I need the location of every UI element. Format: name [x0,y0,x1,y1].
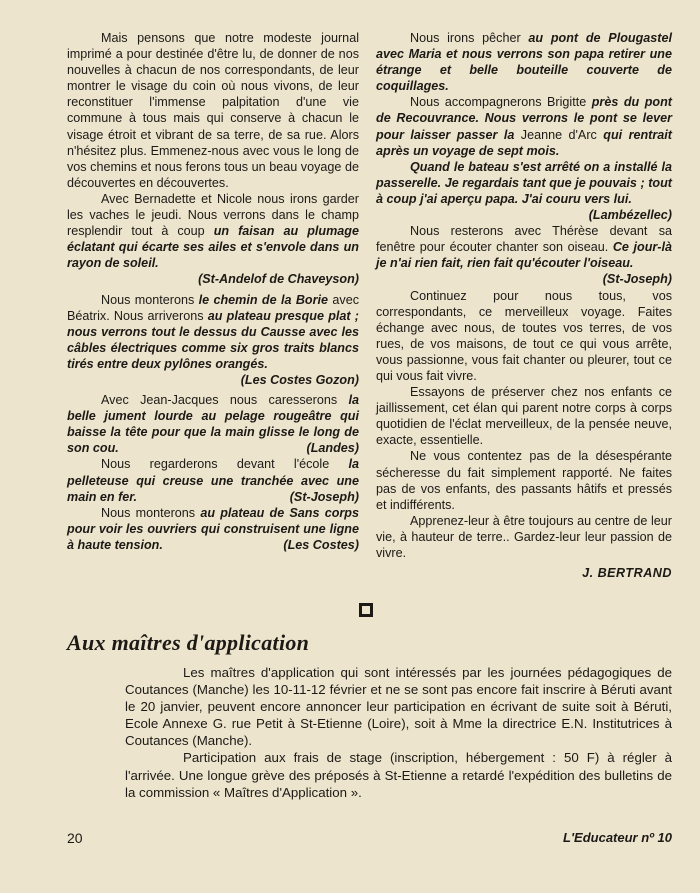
page-number: 20 [67,830,83,846]
signature-location: (Lambézellec) [588,208,672,223]
paragraph: Nous resterons avec Thérèse devant sa fenêtre pour écouter chanter son oiseau. Ce jour-là je n'ai rien fait, rien fait qu'écouter l'oiseau. (St-Joseph) [376,224,672,287]
right-column [376,30,672,581]
paragraph: Participation aux frais de stage (inscription, hébergement : 50 F) à régler à l'arrivée. Une longue grève des préposés à St-Etienne a retardé l'expédition des bulletins de la commission « Maîtres d'Application ». [125,750,672,800]
section-separator-icon [359,603,373,617]
paragraph: Essayons de préserver chez nos enfants ce jaillissement, cet élan qui parent notre corps à corps quotidien de l'éclat merveilleux, de la pensée neuve, exacte, essentielle. [376,385,672,448]
paragraph: Apprenez-leur à être toujours au centre de leur vie, à hauteur de terre.. Gardez-leur leur passion de vivre. [376,513,672,560]
section-title: Aux maîtres d'application [67,630,310,655]
signature-location: (St-Joseph) [289,489,359,504]
signature-location: (St-Joseph) [602,272,672,287]
paragraph: Quand le bateau s'est arrêté on a installé la passerelle. Je regardais tant que je pouvais ; tout à coup j'ai aperçu papa. J'ai couru vers lui. (Lambézellec) [376,159,672,223]
paragraph: Nous monterons le chemin de la Borie avec Béatrix. Nous arriverons au plateau presque plat ; nous verrons tout le dessus du Causse avec les câbles électriques comme six gros traits blancs tirés entre deux pylônes orangés. [67,292,360,371]
signature-location: (Les Costes Gozon) [240,372,359,387]
signature-location: (Les Costes) [283,537,359,552]
paragraph: Mais pensons que notre modeste journal imprimé a pour destinée d'être lu, de donner de nos nouvelles à chacun de nos correspondants, de leur montrer le visage du coin où nous vivons, de leur reconstituer l'immense palpitation d'une vie commune à tous mais qui conserve à chacun le visage étroit et vibrant de sa terre, de sa rue. Alors n'hésitez plus. Emmenez-nous avec vous le long de vos chemins et nous ferons tous un beau voyage de découvertes en découvertes. [67,31,359,190]
paragraph: Ne vous contentez pas de la désespérante sécheresse du fait simplement rapporté. Ne faites pas de vos enfants, des passants hâtifs et pressés et indifférents. [376,449,672,512]
paragraph: Nous regarderons devant l'école la pelleteuse qui creuse une tranchée avec une main en fer. (St-Joseph) [67,457,359,504]
paragraph: Les maîtres d'application qui sont intéressés par les journées pédagogiques de Coutances (Manche) les 10-11-12 février et ne se sont pas encore fait inscrire à Béruti avant le 20 janvier, peuvent encore annoncer leur participation en écrivant de suite soit à Béruti, Ecole Annexe G. rue Petit à St-Etienne (Loire), soit à Mme la directrice E.N. Institutrices à Coutances (Manche). [125,665,672,749]
paragraph: Nous accompagnerons Brigitte près du pont de Recouvrance. Nous verrons le pont se lever pour laisser passer la Jeanne d'Arc qui rentrait après un voyage de sept mois. [376,95,672,158]
signature-location: (St-Andelof de Chaveyson) [198,272,359,287]
author-signature: J. BERTRAND [582,566,672,581]
paragraph: Nous monterons au plateau de Sans corps pour voir les ouvriers qui construisent une ligne à haute tension. (Les Costes) [67,505,359,552]
paragraph: Nous irons pêcher au pont de Plougastel avec Maria et nous verrons son papa retirer une étrange et belle bouteille couverte de coquillages. [376,31,672,94]
left-column [67,30,359,553]
journal-name: L'Educateur nº 10 [563,830,672,845]
signature-location: (Landes) [306,441,359,456]
paragraph: Avec Jean-Jacques nous caresserons la belle jument lourde au pelage rougeâtre qui baisse la tête pour que la main glisse le long de son cou. (Landes) [67,393,359,456]
section-body [125,664,672,801]
paragraph: Avec Bernadette et Nicole nous irons garder les vaches le jeudi. Nous verrons dans le champ resplendir tout à coup un faisan au plumage éclatant qui écarte ses ailes et s'envole dans un rayon de soleil. [67,191,359,271]
paragraph: Continuez pour nous tous, vos correspondants, ce merveilleux voyage. Faites échange avec nous, de toutes vos terres, de vos rues, de vos maisons, de tout ce qui vous arrête, vous passionne, vous fait chanter ou pleurer, tout ce qui vous fait vivre. [376,288,672,383]
